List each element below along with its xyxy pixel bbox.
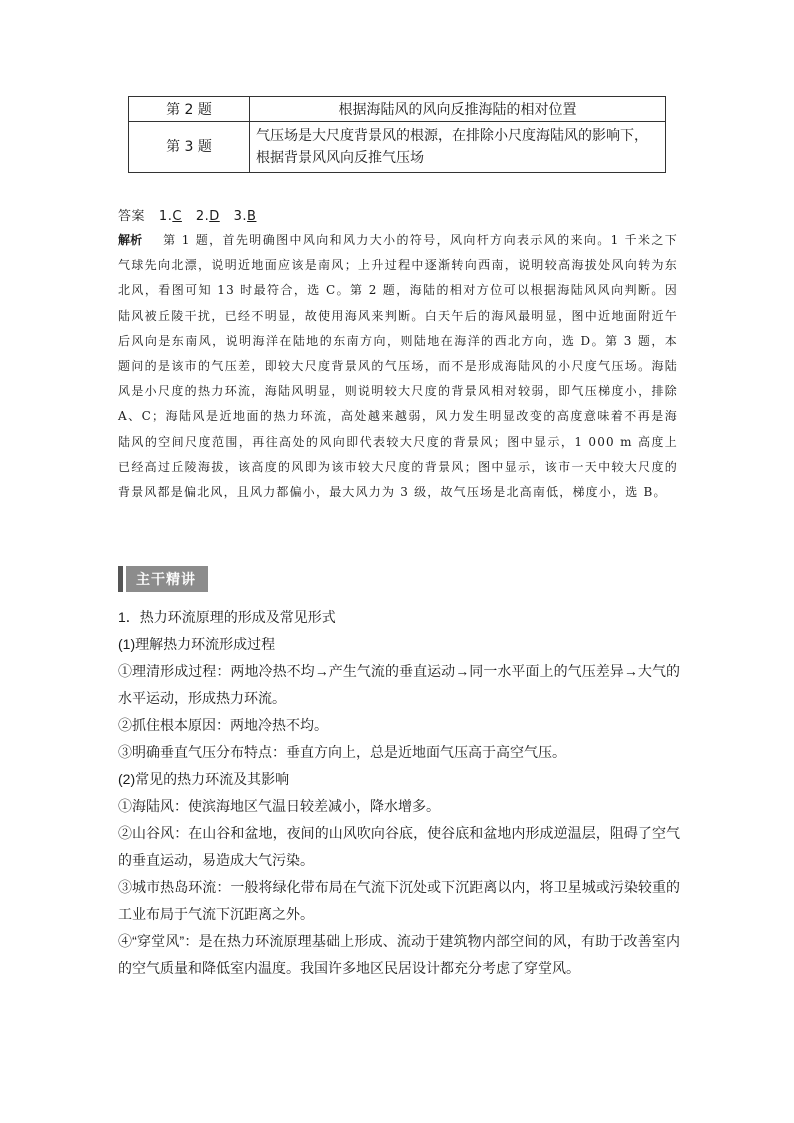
- heading-1: 1．热力环流原理的形成及常见形式: [118, 609, 336, 625]
- table-row: [129, 97, 666, 122]
- paragraph: ④“穿堂风”：是在热力环流原理基础上形成、流动于建筑物内部空间的风，有助于改善室内的空气质量和降低室内温度。我国许多地区民居设计都充分考虑了穿堂风。: [118, 933, 680, 976]
- question-content-cell: 根据海陆风的风向反推海陆的相对位置: [250, 97, 666, 122]
- explanation-block: [118, 228, 678, 505]
- section-title: 主干精讲: [136, 572, 196, 588]
- subheading: (2)常见的热力环流及其影响: [118, 771, 290, 787]
- answer-line: [118, 205, 256, 224]
- banner-bar: [118, 566, 123, 592]
- section-banner: [118, 566, 208, 592]
- paragraph: ①理清形成过程：两地冷热不均→产生气流的垂直运动→同一水平面上的气压差异→大气的水平运动，形成热力环流。: [118, 663, 680, 706]
- question-content-cell: 气压场是大尺度背景风的根源，在排除小尺度海陆风的影响下，根据背景风风向反推气压场: [250, 122, 666, 173]
- paragraph: ②山谷风：在山谷和盆地，夜间的山风吹向谷底，使谷底和盆地内形成逆温层，阻碍了空气的垂直运动，易造成大气污染。: [118, 825, 680, 868]
- answer-item: 3.B: [233, 209, 257, 224]
- table-row: [129, 122, 666, 173]
- summary-table: [128, 96, 666, 173]
- explanation-text: 第 1 题，首先明确图中风向和风力大小的符号，风向杆方向表示风的来向。1 千米之下气球先向北漂，说明近地面应该是南风；上升过程中逐渐转向西南，说明较高海拔处风向转为东北风，看图可知 13 时最符合，选 C。第 2 题，海陆的相对方位可以根据海陆风风向判断。因陆风被丘陵干扰，已经不明显，故使用海风来判断。白天午后的海风最明显，图中近地面附近午后风向是东南风，说明海洋在陆地的东南方向，则陆地在海洋的西北方向，选 D。第 3 题，本题问的是该市的气压差，即较大尺度背景风的气压场，而不是形成海陆风的小尺度气压场。海陆风是小尺度的热力环流，海陆风明显，则说明较大尺度的背景风相对较弱，即气压梯度小，排除 A、C；海陆风是近地面的热力环流，高处越来越弱，风力发生明显改变的高度意味着不再是海陆风的空间尺度范围，再往高处的风向即代表较大尺度的背景风；图中显示，1 000 m 高度上已经高过丘陵海拔，该高度的风即为该市较大尺度的背景风；图中显示，该市一天中较大尺度的背景风都是偏北风，且风力都偏小，最大风力为 3 级，故气压场是北高南低，梯度小，选 B。: [118, 233, 678, 500]
- paragraph: ②抓住根本原因：两地冷热不均。: [118, 717, 328, 733]
- subheading: (1)理解热力环流形成过程: [118, 636, 276, 652]
- main-content: [118, 604, 680, 982]
- question-label-cell: 第 3 题: [129, 122, 250, 173]
- explanation-label: 解析: [118, 233, 143, 247]
- paragraph: ③城市热岛环流：一般将绿化带布局在气流下沉处或下沉距离以内，将卫星城或污染较重的工业布局于气流下沉距离之外。: [118, 879, 680, 922]
- answer-item: 2.D: [195, 209, 220, 224]
- paragraph: ③明确垂直气压分布特点：垂直方向上，总是近地面气压高于高空气压。: [118, 744, 566, 760]
- paragraph: ①海陆风：使滨海地区气温日较差减小，降水增多。: [118, 798, 440, 814]
- question-label-cell: 第 2 题: [129, 97, 250, 122]
- answer-label: 答案: [118, 209, 146, 224]
- answer-item: 1.C: [158, 209, 182, 224]
